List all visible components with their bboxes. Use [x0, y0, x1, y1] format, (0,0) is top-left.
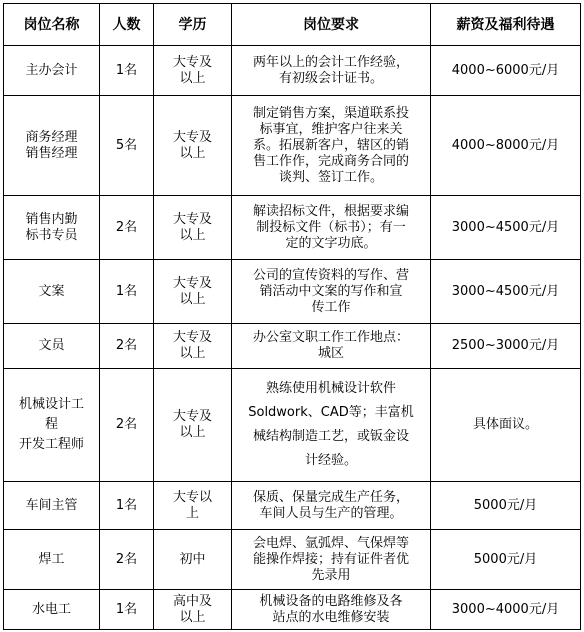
education-cell: 大专及 以上: [172, 54, 212, 86]
salary-cell: 5000元/月: [473, 551, 538, 567]
requirements-cell: 办公室文职工作工作地点： 城区: [252, 330, 409, 361]
table-row: [4, 369, 581, 482]
position-cell: 商务经理 销售经理: [25, 129, 78, 161]
requirements-cell: 公司的宣传资料的写作、营 销活动中文案的写作和宣 传工作: [252, 267, 409, 315]
requirements-cell: 熟练使用机械设计软件 Soldwork、CAD等；丰富机 械结构制造工艺，或钣金设 计经验。: [248, 381, 414, 468]
education-cell: 大专及 以上: [172, 129, 212, 161]
count-cell: 1名: [115, 601, 138, 617]
table-row: [4, 96, 581, 196]
header-position: 岗位名称: [4, 4, 100, 46]
count-cell: 5名: [115, 137, 138, 153]
education-cell: 大专及 以上: [172, 409, 212, 440]
count-cell: 1名: [115, 62, 138, 78]
education-cell: 大专及 以上: [172, 275, 212, 307]
salary-cell: 5000元/月: [473, 497, 538, 513]
table-row: [4, 482, 581, 530]
salary-cell: 3000~4500元/月: [451, 219, 560, 235]
requirements-cell: 两年以上的会计工作经验， 有初级会计证书。: [252, 54, 409, 86]
recruitment-table: [3, 3, 581, 630]
requirements-cell: 机械设备的电路维修及各 站点的水电维修安装: [259, 593, 403, 625]
position-cell: 文员: [38, 338, 65, 353]
count-cell: 1名: [115, 283, 138, 299]
education-cell: 初中: [179, 551, 206, 567]
count-cell: 1名: [115, 497, 138, 513]
requirements-cell: 保质、保量完成生产任务， 车间人员与生产的管理。: [252, 489, 409, 521]
header-row: [4, 4, 581, 46]
education-cell: 大专及 以上: [172, 211, 212, 243]
salary-cell: 3000~4500元/月: [451, 283, 560, 299]
position-cell: 销售内勤 标书专员: [25, 211, 78, 243]
table-row: [4, 530, 581, 590]
salary-cell: 3000~4000元/月: [451, 601, 560, 617]
table-row: [4, 46, 581, 96]
salary-cell: 4000~6000元/月: [451, 62, 560, 78]
header-education: 学历: [154, 4, 232, 46]
position-cell: 机械设计工 程 开发工程师: [18, 397, 84, 452]
count-cell: 2名: [115, 551, 138, 567]
salary-cell: 具体面议。: [472, 417, 538, 432]
education-cell: 大专及 以上: [172, 330, 212, 361]
requirements-cell: 制定销售方案，渠道联系投 标事宜，维护客户往来关 系。拓展新客户，辖区的销 售工作作，完成商务合同的 谈判、签订工作。: [252, 105, 409, 185]
header-salary: 薪资及福利待遇: [431, 4, 581, 46]
position-cell: 水电工: [31, 601, 71, 617]
position-cell: 焊工: [38, 551, 65, 567]
table-row: [4, 196, 581, 260]
salary-cell: 2500~3000元/月: [451, 338, 560, 353]
requirements-cell: 会电焊、氩弧焊、气保焊等 能操作焊接；持有证件者优 先录用: [252, 535, 409, 583]
table-row: [4, 260, 581, 324]
position-cell: 文案: [38, 283, 65, 299]
table-row: [4, 590, 581, 630]
header-requirements: 岗位要求: [232, 4, 431, 46]
position-cell: 主办会计: [25, 62, 78, 78]
count-cell: 2名: [115, 219, 138, 235]
requirements-cell: 解读招标文件，根据要求编 制投标文件（标书）；有一 定的文字功底。: [252, 203, 409, 251]
position-cell: 车间主管: [25, 497, 78, 513]
count-cell: 2名: [115, 338, 138, 353]
table-row: [4, 324, 581, 369]
education-cell: 大专以 上: [172, 489, 212, 521]
salary-cell: 4000~8000元/月: [451, 137, 560, 153]
header-count: 人数: [100, 4, 154, 46]
education-cell: 高中及 以上: [172, 593, 212, 625]
count-cell: 2名: [115, 417, 138, 432]
